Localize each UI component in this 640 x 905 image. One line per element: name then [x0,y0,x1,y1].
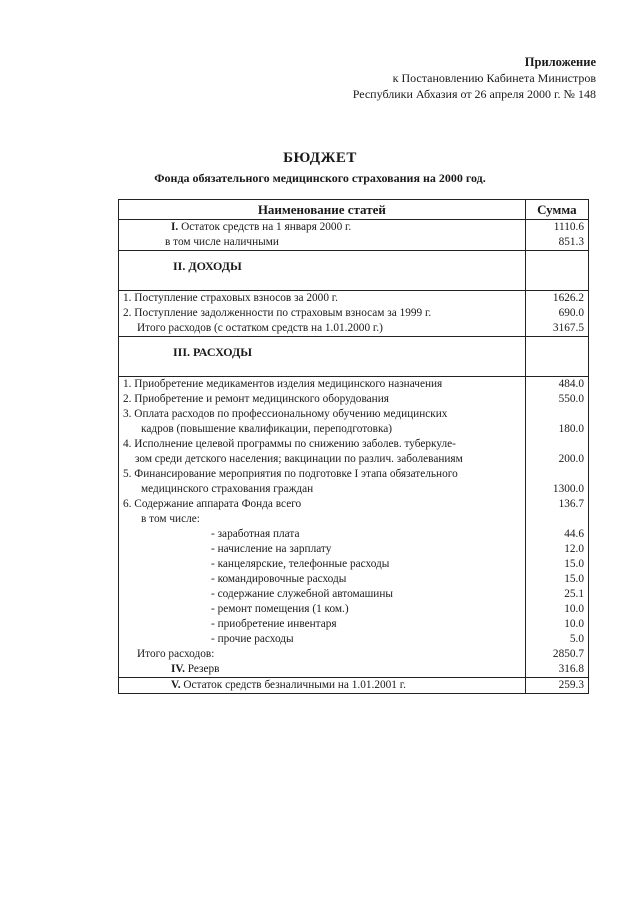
expense-item-line: медицинского страхования граждан [141,483,314,495]
closing-text: Остаток средств безналичными на 1.01.2001 г. [183,679,406,691]
table-row [119,512,589,527]
column-header-name: Наименование статей [119,200,526,220]
sub-item-value: 15.0 [525,572,588,587]
expense-item-label: 1. Приобретение медикаментов изделия медицинского назначения [119,377,526,393]
document-subtitle: Фонда обязательного медицинского страхования на 2000 год. [154,171,486,185]
sub-item-label: - командировочные расходы [119,572,526,587]
expense-item-value: 1300.0 [525,467,588,497]
expense-item-label [119,407,526,437]
title-block [0,150,640,186]
sub-item-value: 44.6 [525,527,588,542]
section-row-income [119,251,589,291]
column-header-sum: Сумма [525,200,588,220]
section-number: V. [171,679,181,691]
sub-item-value: 10.0 [525,617,588,632]
reserve-text: Резерв [187,663,220,675]
table-row [119,647,589,662]
including-label: в том числе: [119,512,526,527]
expense-item-label: 2. Приобретение и ремонт медицинского оборудования [119,392,526,407]
table-row [119,291,589,307]
table-header-row [119,200,589,220]
sub-item-value: 12.0 [525,542,588,557]
sub-item-label: - прочие расходы [119,632,526,647]
table-row [119,377,589,393]
table-row [119,617,589,632]
sub-item-label: - канцелярские, телефонные расходы [119,557,526,572]
table-row [119,437,589,467]
sub-item-label: - заработная плата [119,527,526,542]
section-row-expenses [119,337,589,377]
appendix-note [353,54,596,102]
table-row [119,602,589,617]
income-header: II. ДОХОДЫ [119,251,526,291]
table-row [119,306,589,321]
expense-total-label: Итого расходов: [119,647,526,662]
balance-cash-label: в том числе наличными [119,235,526,251]
table-row [119,542,589,557]
income-item-label: 1. Поступление страховых взносов за 2000 г. [119,291,526,307]
table-row [119,220,589,236]
sub-item-label: - приобретение инвентаря [119,617,526,632]
reserve-value: 316.8 [525,662,588,678]
closing-balance-label [119,678,526,694]
table-row [119,572,589,587]
table-row [119,678,589,694]
section-number: I. [171,221,179,233]
budget-table [118,199,589,694]
table-row [119,392,589,407]
sub-item-value: 15.0 [525,557,588,572]
appendix-line-2: Республики Абхазия от 26 апреля 2000 г. № 148 [352,87,596,101]
section-number: IV. [171,663,185,675]
expense-item-line: зом среди детского населения; вакцинации по различ. заболеваниям [135,453,463,465]
expense-item-line: 4. Исполнение целевой программы по снижению заболев. туберкуле- [123,438,456,450]
table-row [119,321,589,337]
sub-item-label: - начисление на зарплату [119,542,526,557]
expense-item-label [119,467,526,497]
balance-text: Остаток средств на 1 января 2000 г. [181,221,352,233]
expense-item-line: 3. Оплата расходов по профессиональному обучению медицинских [123,408,448,420]
balance-value: 1110.6 [525,220,588,236]
income-item-value: 690.0 [525,306,588,321]
balance-label [119,220,526,236]
income-item-value: 1626.2 [525,291,588,307]
appendix-heading: Приложение [524,55,596,69]
expense-item-value: 200.0 [525,437,588,467]
table-row [119,527,589,542]
sub-item-value: 10.0 [525,602,588,617]
closing-balance-value: 259.3 [525,678,588,694]
table-row [119,467,589,497]
expense-item-label: 6. Содержание аппарата Фонда всего [119,497,526,512]
sub-item-value: 25.1 [525,587,588,602]
balance-cash-value: 851.3 [525,235,588,251]
income-total-value: 3167.5 [525,321,588,337]
table-row [119,497,589,512]
expense-header: III. РАСХОДЫ [119,337,526,377]
table-row [119,407,589,437]
expense-item-value: 550.0 [525,392,588,407]
income-total-label: Итого расходов (с остатком средств на 1.01.2000 г.) [119,321,526,337]
sub-item-label: - ремонт помещения (1 ком.) [119,602,526,617]
income-item-label: 2. Поступление задолженности по страховым взносам за 1999 г. [119,306,526,321]
expense-item-value: 484.0 [525,377,588,393]
expense-item-line: кадров (повышение квалификации, переподготовка) [141,423,393,435]
table-row [119,587,589,602]
table-row [119,662,589,678]
table-row [119,632,589,647]
document-title: БЮДЖЕТ [283,150,357,166]
sub-item-value: 5.0 [525,632,588,647]
appendix-line-1: к Постановлению Кабинета Министров [392,71,596,85]
reserve-label [119,662,526,678]
table-row [119,235,589,251]
expense-item-label [119,437,526,467]
table-row [119,557,589,572]
expense-total-value: 2850.7 [525,647,588,662]
expense-item-value: 136.7 [525,497,588,512]
expense-item-line: 5. Финансирование мероприятия по подготовке I этапа обязательного [123,468,458,480]
sub-item-label: - содержание служебной автомашины [119,587,526,602]
expense-item-value: 180.0 [525,407,588,437]
